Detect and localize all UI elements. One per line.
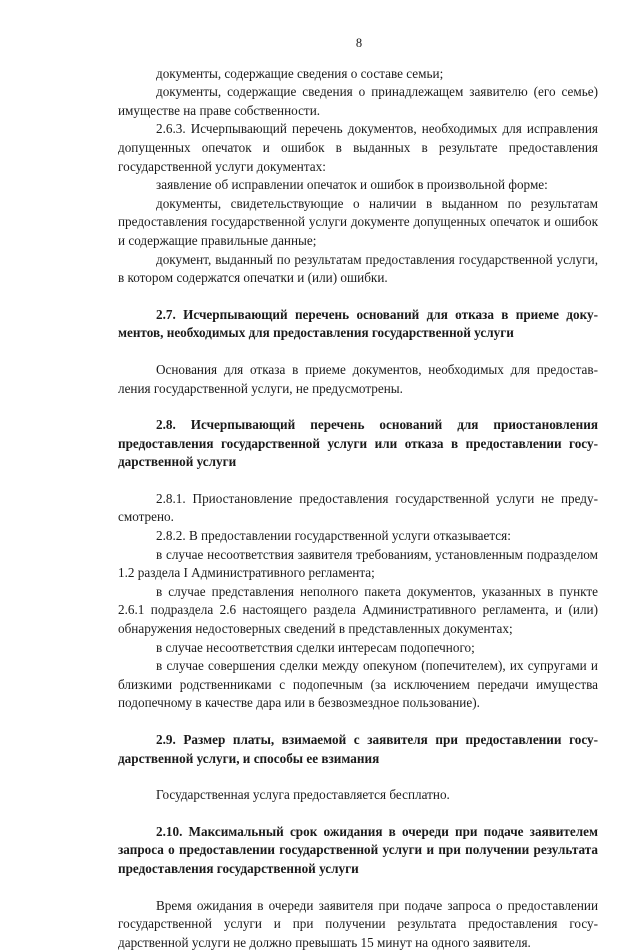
- paragraph: документы, содержащие сведения о составе семьи;: [156, 65, 444, 81]
- section-heading-2-7: 2.7. Исчерпывающий перечень оснований для отказа в приеме документов, необходимых для предоставления государственной услуги: [118, 306, 598, 341]
- paragraph: документ, выданный по результатам предоставления государственной услуги, в котором содержатся опечатки и (или) ошибки.: [118, 251, 598, 286]
- paragraph: в случае несоответствия заявителя требованиям, установленным подразделом 1.2 раздела I Административного регламента;: [118, 546, 598, 581]
- paragraph: 2.8.1. Приостановление предоставления государственной услуги не предусмотрено.: [118, 490, 598, 525]
- paragraph: документы, свидетельствующие о наличии в выданном по результатам предоставления государственной услуги документе допущенных опечаток и ошибок и содержащие правильные данные;: [118, 195, 598, 248]
- section-heading-2-10: 2.10. Максимальный срок ожидания в очереди при подаче заявителем запроса о предоставлении государственной услуги и при получении результата предоставления государственной услуги: [118, 823, 598, 876]
- paragraph: в случае совершения сделки между опекуном (попечителем), их супругами и близкими родственниками с подопечным (за исключением передачи имущества подопечному в качестве дара или в безвозмездное пользование).: [118, 658, 598, 711]
- paragraph: документы, содержащие сведения о принадлежащем заявителю (его семье) имуществе на праве собственности.: [118, 84, 598, 118]
- page-number: 8: [355, 36, 363, 50]
- paragraph: заявление об исправлении опечаток и ошибок в произвольной форме:: [156, 177, 548, 193]
- paragraph: в случае представления неполного пакета документов, указанных в пункте 2.6.1 подраздела 2.6 настоящего раздела Административного регламента, и (или) обнаружения недостоверных сведений в представленных документах;: [118, 583, 598, 637]
- document-page: [118, 34, 598, 952]
- paragraph: Государственная услуга предоставляется бесплатно.: [156, 787, 450, 803]
- paragraph: в случае несоответствия сделки интересам подопечного;: [156, 639, 475, 655]
- section-heading-2-8: 2.8. Исчерпывающий перечень оснований для приостановления предоставления государственной услуги или отказа в предоставлении государственной услуги: [118, 417, 598, 470]
- paragraph: Время ожидания в очереди заявителя при подаче запроса о предоставлении государственной услуги и при получении результата предоставления государственной услуги не должно превышать 15 минут на одного заявителя.: [118, 897, 598, 950]
- paragraph: 2.6.3. Исчерпывающий перечень документов, необходимых для исправления допущенных опечаток и ошибок в выданных в результате предоставления государственной услуги документах:: [118, 121, 598, 174]
- paragraph: 2.8.2. В предоставлении государственной услуги отказывается:: [156, 528, 511, 544]
- paragraph: Основания для отказа в приеме документов, необходимых для предоставления государственной услуги, не предусмотрены.: [118, 361, 598, 396]
- section-heading-2-9: 2.9. Размер платы, взимаемой с заявителя при предоставлении государственной услуги, и способы ее взимания: [118, 732, 598, 766]
